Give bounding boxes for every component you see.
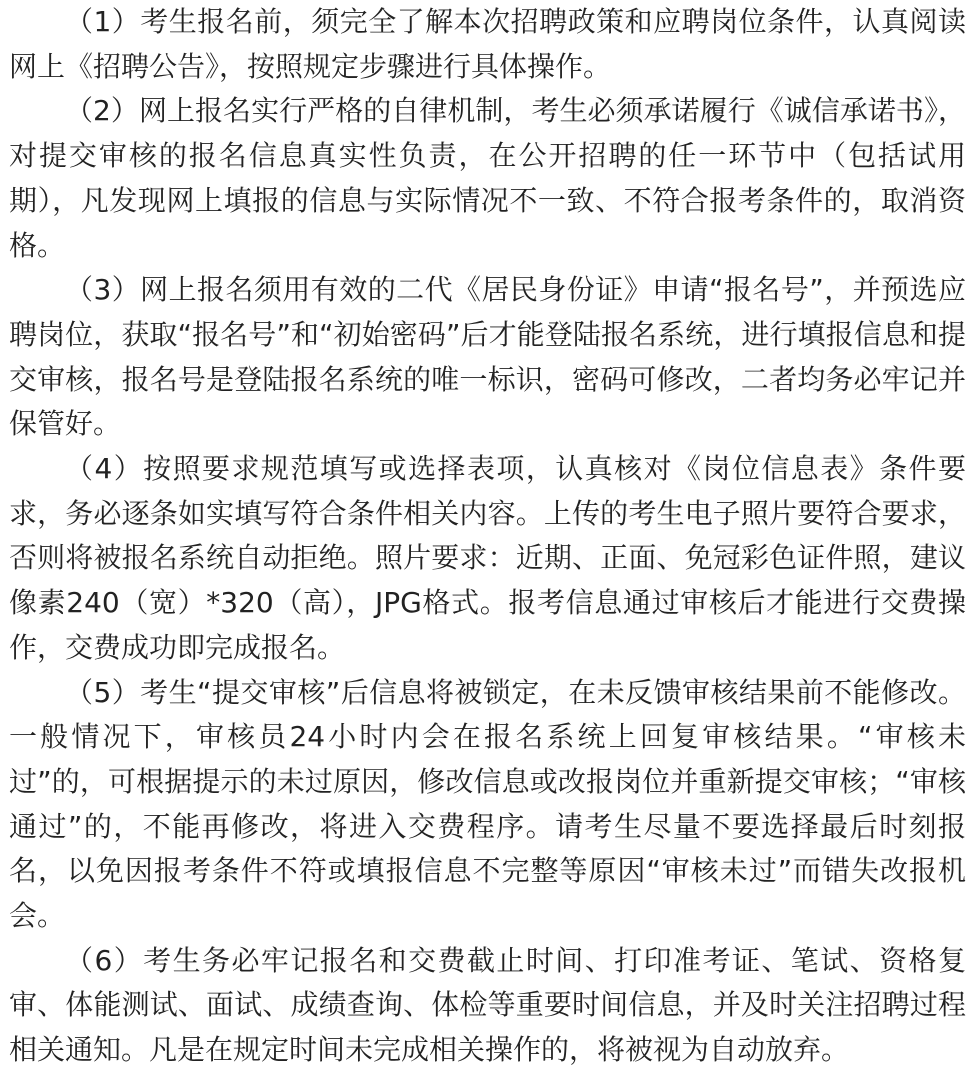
paragraph-4 [9,447,966,671]
paragraph-5 [9,671,966,939]
paragraph-2 [9,89,966,268]
paragraph-text: 网上报名实行严格的自律机制，考生必须承诺履行《诚信承诺书》，对提交审核的报名信息真实性负责，在公开招聘的任一环节中（包括试用期），凡发现网上填报的信息与实际情况不一致、不符合报考条件的，取消资格。 [9,94,966,262]
paragraph-text: 考生务必牢记报名和交费截止时间、打印准考证、笔试、资格复审、体能测试、面试、成绩查询、体检等重要时间信息，并及时关注招聘过程相关通知。凡是在规定时间未完成相关操作的，将被视为自动放弃。 [9,943,966,1067]
paragraph-text: 考生“提交审核”后信息将被锁定，在未反馈审核结果前不能修改。一般情况下，审核员24小时内会在报名系统上回复审核结果。“审核未过”的，可根据提示的未过原因，修改信息或改报岗位并重新提交审核；“审核通过”的，不能再修改，将进入交费程序。请考生尽量不要选择最后时刻报名，以免因报考条件不符或填报信息不完整等原因“审核未过”而错失改报机会。 [9,675,967,933]
paragraph-number: （6） [65,943,144,977]
paragraph-text: 网上报名须用有效的二代《居民身份证》申请“报名号”，并预选应聘岗位，获取“报名号”和“初始密码”后才能登陆报名系统，进行填报信息和提交审核，报名号是登陆报名系统的唯一标识，密码可修改，二者均务必牢记并保管好。 [9,273,967,441]
paragraph-number: （5） [65,675,141,709]
paragraph-number: （4） [65,452,144,486]
paragraph-number: （3） [65,273,141,307]
paragraph-1 [9,0,966,89]
paragraph-6 [9,939,966,1073]
paragraph-3 [9,268,966,447]
paragraph-number: （2） [65,94,139,128]
paragraph-number: （1） [65,5,141,38]
paragraph-text: 按照要求规范填写或选择表项，认真核对《岗位信息表》条件要求，务必逐条如实填写符合条件相关内容。上传的考生电子照片要符合要求，否则将被报名系统自动拒绝。照片要求：近期、正面、免冠彩色证件照，建议像素240（宽）*320（高），JPG格式。报考信息通过审核后才能进行交费操作，交费成功即完成报名。 [9,452,966,664]
paragraph-text: 考生报名前，须完全了解本次招聘政策和应聘岗位条件，认真阅读网上《招聘公告》，按照规定步骤进行具体操作。 [9,5,966,83]
